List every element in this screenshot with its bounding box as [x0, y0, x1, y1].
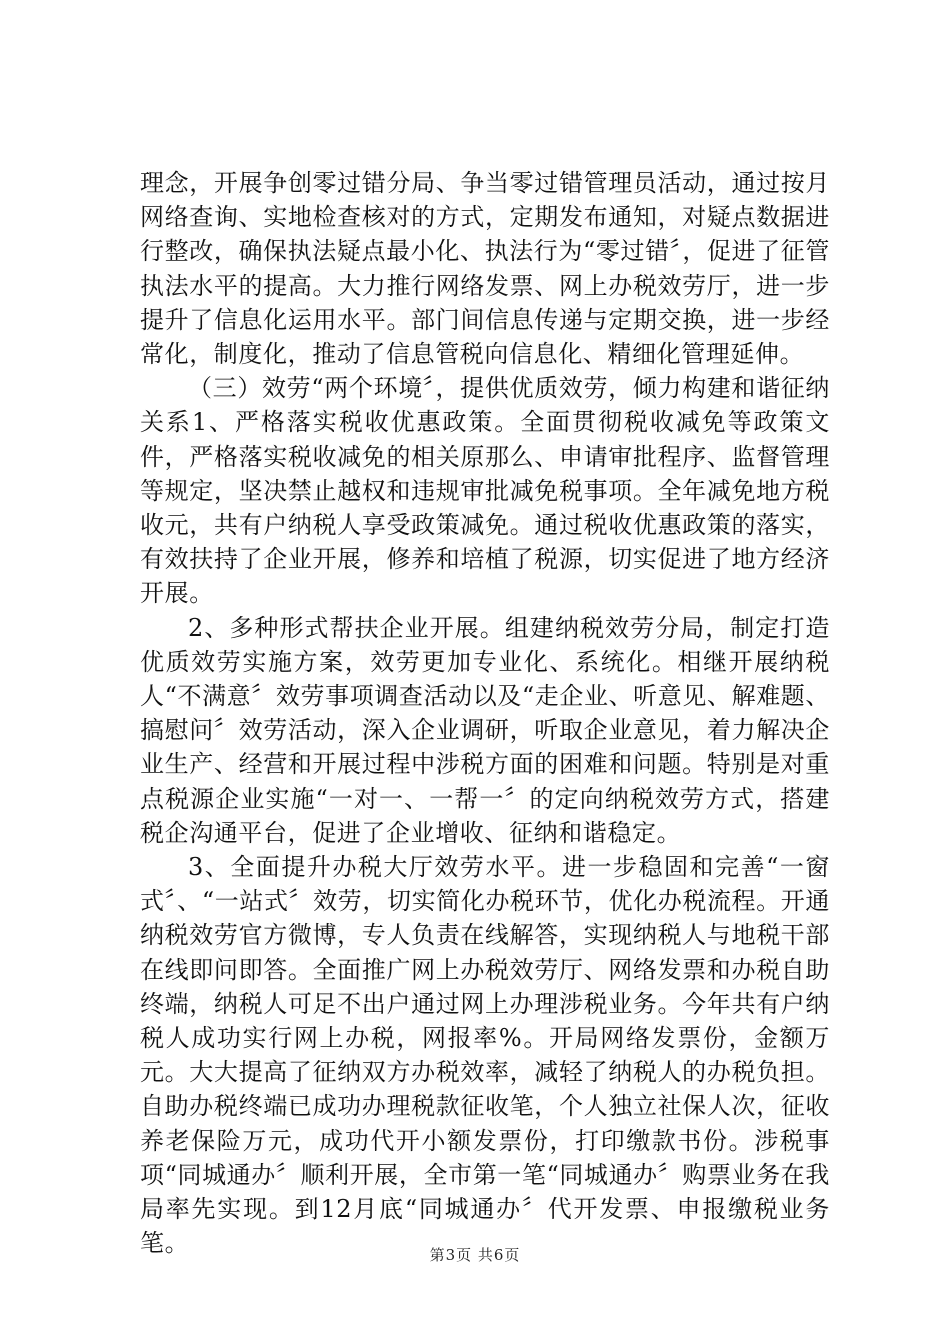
paragraph-item-two: 2、多种形式帮扶企业开展。组建纳税效劳分局，制定打造优质效劳实施方案，效劳更加专业化、系统化。相继开展纳税人“不满意〞效劳事项调查活动以及“走企业、听意见、解难题、搞慰问〞效劳活动，深入企业调研，听取企业意见，着力解决企业生产、经营和开展过程中涉税方面的困难和问题。特别是对重点税源企业实施“一对一、一帮一〞的定向纳税效劳方式，搭建税企沟通平台，促进了企业增收、征纳和谐稳定。 — [140, 613, 830, 847]
document-body — [140, 166, 830, 1261]
page-number-footer: 第3页 共6页 — [429, 1246, 521, 1264]
paragraph-section-three: （三）效劳“两个环境〞，提供优质效劳，倾力构建和谐征纳关系1、严格落实税收优惠政策。全面贯彻税收减免等政策文件，严格落实税收减免的相关原那么、申请审批程序、监督管理等规定，坚决禁止越权和违规审批减免税事项。全年减免地方税收元，共有户纳税人享受政策减免。通过税收优惠政策的落实，有效扶持了企业开展，修养和培植了税源，切实促进了地方经济开展。 — [140, 374, 830, 608]
paragraph-continuation: 理念，开展争创零过错分局、争当零过错管理员活动，通过按月网络查询、实地检查核对的方式，定期发布通知，对疑点数据进行整改，确保执法疑点最小化、执法行为“零过错〞，促进了征管执法水平的提高。大力推行网络发票、网上办税效劳厅，进一步提升了信息化运用水平。部门间信息传递与定期交换，进一步经常化，制度化，推动了信息管税向信息化、精细化管理延伸。 — [140, 169, 830, 369]
paragraph-item-three: 3、全面提升办税大厅效劳水平。进一步稳固和完善“一窗式〞、“一站式〞效劳，切实简化办税环节，优化办税流程。开通纳税效劳官方微博，专人负责在线解答，实现纳税人与地税干部在线即问即答。全面推广网上办税效劳厅、网络发票和办税自助终端，纳税人可足不出户通过网上办理涉税业务。今年共有户纳税人成功实行网上办税，网报率%。开局网络发票份，金额万元。大大提高了征纳双方办税效率，减轻了纳税人的办税负担。自助办税终端已成功办理税款征收笔，个人独立社保人次，征收养老保险万元，成功代开小额发票份，打印缴款书份。涉税事项“同城通办〞顺利开展，全市第一笔“同城通办〞购票业务在我局率先实现。到12月底“同城通办〞代开发票、申报缴税业务笔。 — [140, 853, 830, 1258]
